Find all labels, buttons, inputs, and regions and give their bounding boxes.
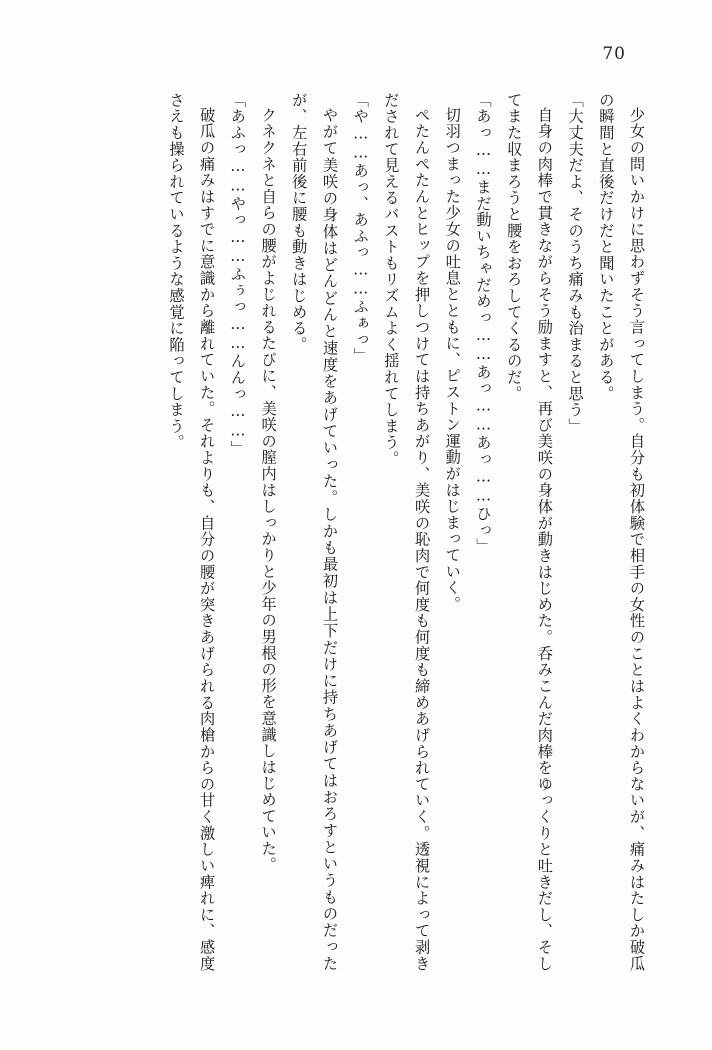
page-number: 70: [602, 44, 626, 64]
paragraph: 自身の肉棒で貫きながらそう励ますと、再び美咲の身体が動きはじめた。呑みこんだ肉棒をゆっくりと吐きだし、そしてまた収まろうと腰をおろしてくるのだ。: [505, 92, 554, 972]
paragraph: やがて美咲の身体はどんどんと速度をあげていった。しかも最初は上下だけに持ちあげてはおろすというものだったが、左右前後に腰も動きはじめる。: [290, 92, 339, 972]
paragraph: 「あっ……まだ動いちゃだめっ……あっ……あっ……ひっ」: [474, 92, 493, 555]
paragraph: 「大丈夫だよ、そのうち痛みも治まると思う」: [566, 92, 585, 435]
paragraph: 「や……あっ、あふっ……ふぁっ」: [351, 92, 370, 364]
paragraph: 破瓜の痛みはすでに意識から離れていた。それよりも、自分の腰が突きあげられる肉槍からの甘く激しい痺れに、感度さえも操られているような感覚に陥ってしまう。: [167, 92, 217, 972]
paragraph: 切羽つまった少女の吐息とともに、ピストン運動がはじまっていく。: [443, 107, 462, 613]
paragraph: 「あふっ……やっ……ふぅっ……んんっ……」: [228, 92, 247, 457]
paragraph: クネクネと自らの腰がよじれるたびに、美咲の膣内はしっかりと少年の男根の形を意識しはじめていた。: [259, 107, 278, 874]
paragraph: ぺたんぺたんとヒップを押しつけては持ちあがり、美咲の恥肉で何度も何度も締めあげられていく。透視によって剥きだされて見えるバストもリズムよく揺れてしまう。: [382, 92, 432, 972]
page-body-text: [58, 92, 652, 972]
paragraph: 少女の問いかけに思わずそう言ってしまう。自分も初体験で相手の女性のことはよくわからないが、痛みはたしか破瓜の瞬間と直後だけだと聞いたことがある。: [597, 92, 646, 972]
